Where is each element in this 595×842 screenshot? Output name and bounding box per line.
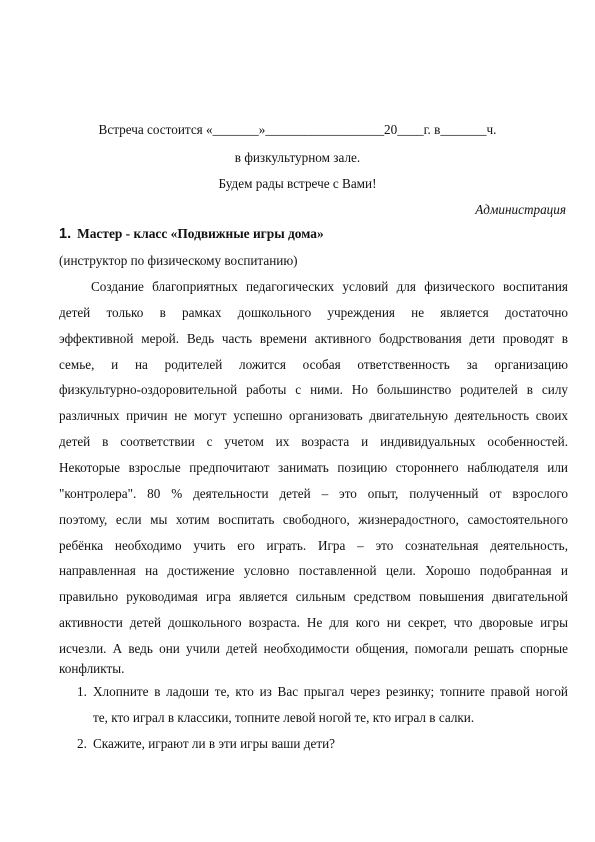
section-number: 1.	[59, 226, 72, 242]
list-item-line: те, кто играл в классики, топните левой ногой те, кто играл в салки.	[93, 710, 475, 725]
signature-administration: Администрация	[475, 202, 566, 217]
paragraph-line: различных причин не могут успешно организовать двигательную деятельность своих	[59, 408, 568, 423]
list-item-line: Скажите, играют ли в эти игры ваши дети?	[93, 736, 335, 751]
meeting-date-line: Встреча состоится «_______»__________________20____г. в_______ч.	[98, 122, 497, 137]
paragraph-line: правильно руководимая игра является сильным средством повышения двигательной	[59, 589, 568, 604]
paragraph-line: поэтому, если мы хотим воспитать свободного, жизнерадостного, самостоятельного	[59, 512, 568, 527]
paragraph-line: ребёнка необходимо учить его играть. Игра – это сознательная деятельность,	[59, 538, 568, 553]
paragraph-line: детей только в рамках дошкольного учреждения не является достаточно	[59, 305, 568, 320]
meeting-greeting-line: Будем рады встрече с Вами!	[218, 176, 377, 191]
paragraph-line-last: конфликты.	[59, 661, 125, 676]
paragraph-line: физкультурно-оздоровительной работы с ними. Но большинство родителей в силу	[59, 382, 568, 397]
paragraph-line: направленная на достижение условно поставленной цели. Хорошо подобранная и	[59, 563, 568, 578]
paragraph-line: Некоторые взрослые предпочитают занимать позицию стороннего наблюдателя или	[59, 460, 568, 475]
section-subtitle: (инструктор по физическому воспитанию)	[59, 253, 298, 268]
paragraph-line: исчезли. А ведь они учили детей необходимости общения, помогали решать спорные	[59, 641, 568, 656]
paragraph-line: семье, и на родителей ложится особая ответственность за организацию	[59, 357, 568, 372]
paragraph-line: эффективной мерой. Ведь часть времени активного бодрствования дети проводят в	[59, 331, 568, 346]
section-heading	[59, 226, 324, 242]
list-item-line: Хлопните в ладоши те, кто из Вас прыгал через резинку; топните правой ногой	[93, 684, 568, 699]
paragraph-line: "контролера". 80 % деятельности детей – это опыт, полученный от взрослого	[59, 486, 568, 501]
paragraph-line: активности детей дошкольного возраста. Не для кого ни секрет, что дворовые игры	[59, 615, 568, 630]
list-item-number: 2.	[77, 736, 87, 751]
paragraph-line: Создание благоприятных педагогических условий для физического воспитания	[91, 279, 568, 294]
meeting-location-line: в физкультурном зале.	[234, 150, 361, 165]
section-title: Мастер - класс «Подвижные игры дома»	[77, 226, 324, 241]
list-item-number: 1.	[77, 684, 87, 699]
paragraph-line: детей в соответствии с учетом их возраста и индивидуальных особенностей.	[59, 434, 568, 449]
